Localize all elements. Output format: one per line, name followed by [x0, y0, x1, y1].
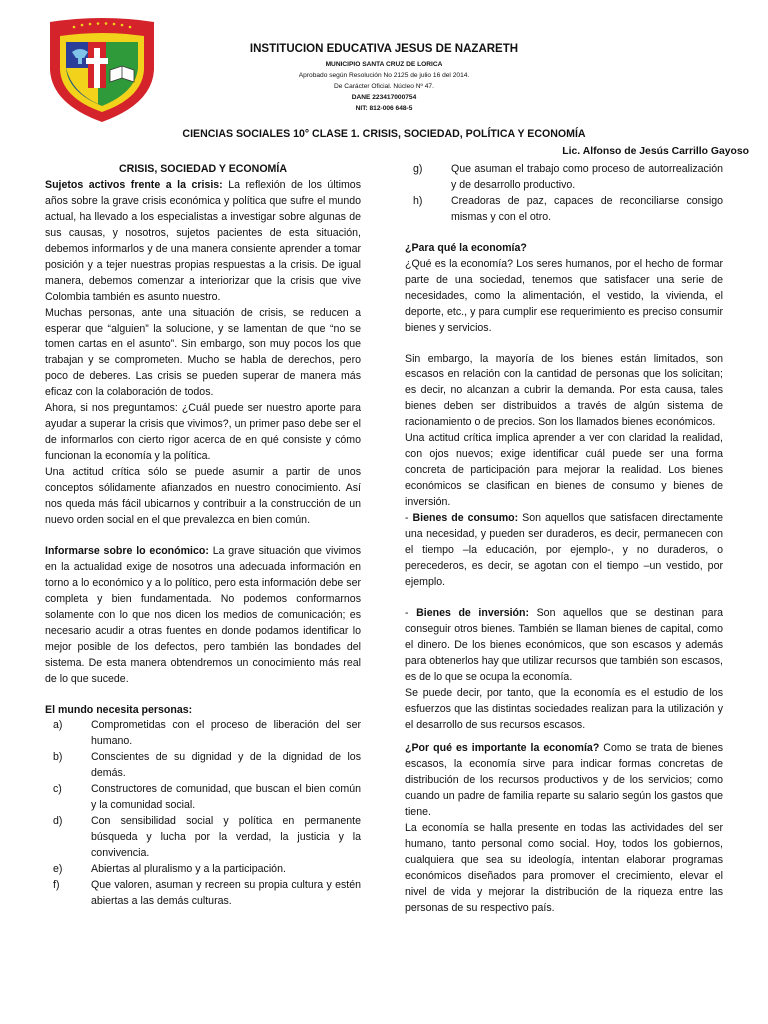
municipality: MUNICIPIO SANTA CRUZ DE LORICA	[325, 61, 443, 68]
list-item: c) Constructores de comunidad, que buscan el bien común y la comunidad social.	[53, 783, 361, 812]
right-column	[405, 162, 723, 917]
paragraph-label: Bienes de consumo:	[412, 512, 519, 525]
author-name: Lic. Alfonso de Jesús Carrillo Gayoso	[562, 146, 749, 157]
course-title: CIENCIAS SOCIALES 10° CLASE 1. CRISIS, SOCIEDAD, POLÍTICA Y ECONOMÍA	[182, 128, 586, 140]
paragraph: Se puede decir, por tanto, que la economía es el estudio de los esfuerzos que las distintas sociedades realizan para la utilización y el desarrollo de sus recursos escasos.	[405, 686, 723, 731]
list-item: b) Conscientes de su dignidad y de la dignidad de los demás.	[53, 751, 361, 780]
paragraph-label: Sujetos activos frente a la crisis:	[45, 178, 223, 191]
paragraph-label: Bienes de inversión:	[416, 606, 530, 619]
paragraph: - Bienes de consumo: Son aquellos que satisfacen directamente una necesidad, y pueden ser duraderos, es decir, permanecen con el tiempo –la educación, por ejemplo-, y no duraderos, o perecederos, es decir, se agotan con el tiempo –un vestido, por ejemplo.	[405, 512, 723, 588]
institution-header	[0, 42, 768, 114]
paragraph: Una actitud crítica implica aprender a ver con claridad la realidad, con ojos nuevos; exige identificar cuál puede ser una forma concreta de participación para mejorar la realidad. Los bienes económicos se clasifican en bienes de consumo y bienes de inversión.	[405, 432, 723, 509]
needs-list	[45, 718, 361, 909]
list-item: a) Comprometidas con el proceso de liberación del ser humano.	[53, 719, 361, 748]
list-item: d) Con sensibilidad social y política en permanente búsqueda y lucha por la verdad, la justicia y la convivencia.	[53, 815, 361, 860]
paragraph-label: Informarse sobre lo económico:	[45, 544, 209, 557]
paragraph: Informarse sobre lo económico: La grave situación que vivimos en la actualidad exige de nosotros una adecuada información en torno a lo económico y a lo político, pero esta información debe ser completa y bien fundamentada. No podemos conformarnos solamente con lo que nos dicen los medios de comunicación; es necesario acudir a otras fuentes en donde podamos identificar lo mejor posible de los defectos, pero también las bondades del sistema. De esta manera obtendremos un conocimiento más real de lo que sucede.	[45, 544, 361, 685]
section-title: CRISIS, SOCIEDAD Y ECONOMÍA	[119, 163, 287, 175]
paragraph: Sujetos activos frente a la crisis: La reflexión de los últimos años sobre la grave crisis económica y política que sufre el mundo actual, ha llevado a los especialistas a investigar sobre algunas de sus causas, y nosotros, sujetos pacientes de esta situación, debemos informarlos y de una manera consiente aprender a tomar posición y a tejer nuestras propias respuestas a la crisis. De igual manera, debemos comenzar a interiorizar que la crisis que vive Colombia también es asunto nuestro.	[45, 178, 361, 303]
list-title: El mundo necesita personas:	[45, 703, 193, 716]
paragraph-label: ¿Por qué es importante la economía?	[405, 742, 600, 755]
needs-list-continued	[405, 162, 723, 226]
list-item: e) Abiertas al pluralismo y a la participación.	[53, 863, 286, 876]
dane-code: DANE 223417000754	[351, 94, 417, 101]
nit-code: NIT: 812-006 648-5	[355, 105, 413, 112]
paragraph: Muchas personas, ante una situación de crisis, se reducen a esperar que “alguien” la solucione, y se lamentan de que “no se tomen cartas en el asunto”. Sin embargo, son muy pocos los que trabajan y se comprometen. Mucho se habla de derechos, pero poco de deberes. Las crisis se pueden superar de manera más eficaz con la colaboración de todos.	[45, 306, 361, 399]
list-item: g) Que asuman el trabajo como proceso de autorrealización y de desarrollo productivo.	[413, 163, 723, 191]
list-item: h) Creadoras de paz, capaces de reconciliarse consigo mismas y con el otro.	[413, 194, 723, 223]
paragraph: Ahora, si nos preguntamos: ¿Cuál puede ser nuestro aporte para ayudar a superar la crisis que vivimos?, un primer paso debe ser el de informarlos con cierto rigor acerca de en qué consiste y cómo funcionan la economía y la política.	[45, 402, 361, 463]
paragraph: ¿Qué es la economía? Los seres humanos, por el hecho de formar parte de una sociedad, tenemos que satisfacer una serie de necesidades, como la alimentación, el vestido, la vivienda, el deporte, etc., y para cumplir ese requerimiento es preciso consumir bienes y servicios.	[405, 257, 723, 334]
paragraph: Sin embargo, la mayoría de los bienes están limitados, son escasos en relación con la cantidad de personas que los solicitan; es decir, no alcanzan a cubrir la demanda. Por esta causa, tales bienes deben ser distribuidos a través de algún sistema de racionamiento o de precios. Son los llamados bienes económicos.	[405, 352, 723, 429]
institution-name: INSTITUCION EDUCATIVA JESUS DE NAZARETH	[249, 43, 519, 55]
paragraph: La economía se halla presente en todas las actividades del ser humano, tanto personal como social. Hoy, todos los gobiernos, cualquiera que sea su ideología, intentan elaborar programas económicos diseñados para promover el crecimiento, elevar el nivel de vida y mejorar la distribución de la riqueza entre las personas de su respectivo país.	[405, 822, 723, 914]
left-column	[45, 162, 361, 910]
section-heading: ¿Para qué la economía?	[405, 241, 527, 254]
paragraph: - Bienes de inversión: Son aquellos que se destinan para conseguir otros bienes. También se llaman bienes de capital, como el dinero. De los bienes económicos, que son escasos y además para obtenerlos hay que utilizar recursos que también son escasos, es de lo que se ocupa la economía.	[405, 606, 723, 683]
official-line: De Carácter Oficial. Núcleo Nº 47.	[334, 83, 434, 90]
resolution-line: Aprobado según Resolución No 2125 de julio 16 del 2014.	[298, 72, 470, 79]
paragraph: ¿Por qué es importante la economía? Como se trata de bienes escasos, la economía sirve para indicar formas concretas de distribución de los recursos productivos y de los servicios; como cuando un padre de familia reparte su salario según los gastos que tiene.	[405, 742, 723, 819]
paragraph: Una actitud crítica sólo se puede asumir a partir de unos conceptos sólidamente afianzados en nuestro conocimiento. Así nos queda más fácil ubicarnos y contribuir a la construcción de un nuevo orden social en el que prevalezca en bien común.	[45, 466, 361, 526]
list-item: f) Que valoren, asuman y recreen su propia cultura y estén abiertas a las demás culturas.	[53, 878, 361, 907]
